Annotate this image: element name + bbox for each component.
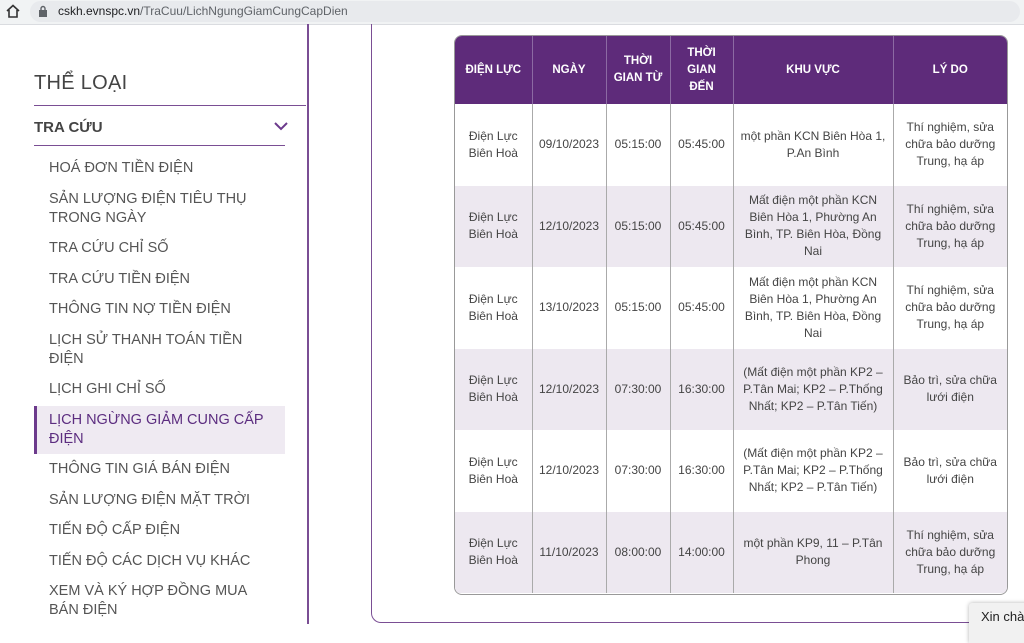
sidebar-menu: [34, 158, 285, 631]
cell-thoi-gian-tu: 07:30:00: [606, 430, 670, 512]
header-ly-do: LÝ DO: [893, 36, 1007, 104]
table-row: [455, 349, 1007, 431]
cell-ly-do: Bảo trì, sửa chữa lưới điện: [893, 349, 1007, 431]
cell-khu-vuc: Mất điện một phần KCN Biên Hòa 1, Phường An Bình, TP. Biên Hòa, Đồng Nai: [733, 267, 893, 349]
cell-khu-vuc: (Mất điện một phần KP2 – P.Tân Mai; KP2 – P.Thống Nhất; KP2 – P.Tân Tiến): [733, 349, 893, 431]
header-thoi-gian-tu: THỜI GIAN TỪ: [606, 36, 670, 104]
cell-ly-do: Bảo trì, sửa chữa lưới điện: [893, 430, 1007, 512]
cell-thoi-gian-tu: 05:15:00: [606, 267, 670, 349]
table-row: [455, 267, 1007, 349]
cell-dien-luc: Điện Lực Biên Hoà: [455, 430, 532, 512]
lock-icon: [38, 5, 48, 17]
cell-thoi-gian-den: 16:30:00: [670, 430, 733, 512]
home-icon[interactable]: [5, 3, 21, 19]
cell-ngay: 13/10/2023: [532, 267, 606, 349]
chat-widget[interactable]: Xin chà: [969, 603, 1024, 643]
sidebar-item[interactable]: HOÁ ĐƠN TIỀN ĐIỆN: [49, 160, 194, 176]
sidebar-item[interactable]: XEM VÀ KÝ HỢP ĐỒNG MUA BÁN ĐIỆN: [49, 583, 247, 618]
chevron-down-icon[interactable]: [273, 120, 289, 132]
cell-khu-vuc: một phần KP9, 11 – P.Tân Phong: [733, 512, 893, 594]
cell-dien-luc: Điện Lực Biên Hoà: [455, 349, 532, 431]
cell-khu-vuc: một phần KCN Biên Hòa 1, P.An Bình: [733, 104, 893, 186]
sidebar-item[interactable]: LỊCH GHI CHỈ SỐ: [49, 381, 166, 397]
url-host: cskh.evnspc.vn: [58, 4, 141, 18]
cell-thoi-gian-tu: 05:15:00: [606, 104, 670, 186]
table-header-row: [455, 36, 1007, 104]
cell-thoi-gian-den: 14:00:00: [670, 512, 733, 594]
cell-dien-luc: Điện Lực Biên Hoà: [455, 104, 532, 186]
outage-schedule-table: [454, 35, 1008, 595]
cell-thoi-gian-den: 16:30:00: [670, 349, 733, 431]
category-title: THỂ LOẠI: [34, 72, 128, 94]
header-dien-luc: ĐIỆN LỰC: [455, 36, 532, 104]
section-title[interactable]: TRA CỨU: [34, 119, 103, 136]
browser-toolbar: [0, 0, 1024, 25]
table-row: [455, 430, 1007, 512]
url-path: /TraCuu/LichNgungGiamCungCapDien: [140, 4, 348, 18]
sidebar-item[interactable]: TRA CỨU TIỀN ĐIỆN: [49, 270, 191, 287]
sidebar-item[interactable]: THÔNG TIN GIÁ BÁN ĐIỆN: [49, 461, 231, 477]
divider: [34, 145, 285, 146]
header-thoi-gian-den: THỜI GIAN ĐẾN: [670, 36, 733, 104]
header-ngay: NGÀY: [532, 36, 606, 104]
sidebar-item[interactable]: SẢN LƯỢNG ĐIỆN TIÊU THỤ TRONG NGÀY: [49, 190, 247, 226]
table-body: [455, 104, 1007, 593]
cell-thoi-gian-den: 05:45:00: [670, 186, 733, 268]
divider: [34, 105, 306, 106]
cell-dien-luc: Điện Lực Biên Hoà: [455, 267, 532, 349]
header-khu-vuc: KHU VỰC: [733, 36, 893, 104]
sidebar-item[interactable]: TIẾN ĐỘ CÁC DỊCH VỤ KHÁC: [49, 552, 251, 569]
cell-ngay: 11/10/2023: [532, 512, 606, 594]
sidebar: [0, 24, 309, 624]
cell-khu-vuc: (Mất điện một phần KP2 – P.Tân Mai; KP2 – P.Thống Nhất; KP2 – P.Tân Tiến): [733, 430, 893, 512]
cell-dien-luc: Điện Lực Biên Hoà: [455, 512, 532, 594]
cell-ngay: 12/10/2023: [532, 430, 606, 512]
cell-thoi-gian-tu: 08:00:00: [606, 512, 670, 594]
cell-thoi-gian-den: 05:45:00: [670, 267, 733, 349]
cell-dien-luc: Điện Lực Biên Hoà: [455, 186, 532, 268]
cell-thoi-gian-tu: 05:15:00: [606, 186, 670, 268]
cell-thoi-gian-tu: 07:30:00: [606, 349, 670, 431]
cell-ngay: 09/10/2023: [532, 104, 606, 186]
cell-thoi-gian-den: 05:45:00: [670, 104, 733, 186]
sidebar-item[interactable]: TIẾN ĐỘ CẤP ĐIỆN: [49, 522, 181, 538]
sidebar-item[interactable]: LỊCH NGỪNG GIẢM CUNG CẤP ĐIỆN: [34, 406, 285, 454]
sidebar-item[interactable]: LỊCH SỬ THANH TOÁN TIỀN ĐIỆN: [49, 331, 243, 367]
sidebar-item[interactable]: TRA CỨU CHỈ SỐ: [49, 240, 169, 256]
table-row: [455, 186, 1007, 268]
table-row: [455, 104, 1007, 186]
address-url[interactable]: [58, 4, 348, 18]
cell-khu-vuc: Mất điện một phần KCN Biên Hòa 1, Phường An Bình, TP. Biên Hòa, Đồng Nai: [733, 186, 893, 268]
cell-ngay: 12/10/2023: [532, 349, 606, 431]
sidebar-item[interactable]: SẢN LƯỢNG ĐIỆN MẶT TRỜI: [49, 491, 251, 508]
table-row: [455, 512, 1007, 594]
cell-ly-do: Thí nghiệm, sửa chữa bảo dưỡng Trung, hạ áp: [893, 512, 1007, 594]
sidebar-item[interactable]: THÔNG TIN NỢ TIỀN ĐIỆN: [49, 301, 231, 317]
cell-ly-do: Thí nghiệm, sửa chữa bảo dưỡng Trung, hạ áp: [893, 267, 1007, 349]
cell-ly-do: Thí nghiệm, sửa chữa bảo dưỡng Trung, hạ áp: [893, 186, 1007, 268]
cell-ngay: 12/10/2023: [532, 186, 606, 268]
cell-ly-do: Thí nghiệm, sửa chữa bảo dưỡng Trung, hạ áp: [893, 104, 1007, 186]
